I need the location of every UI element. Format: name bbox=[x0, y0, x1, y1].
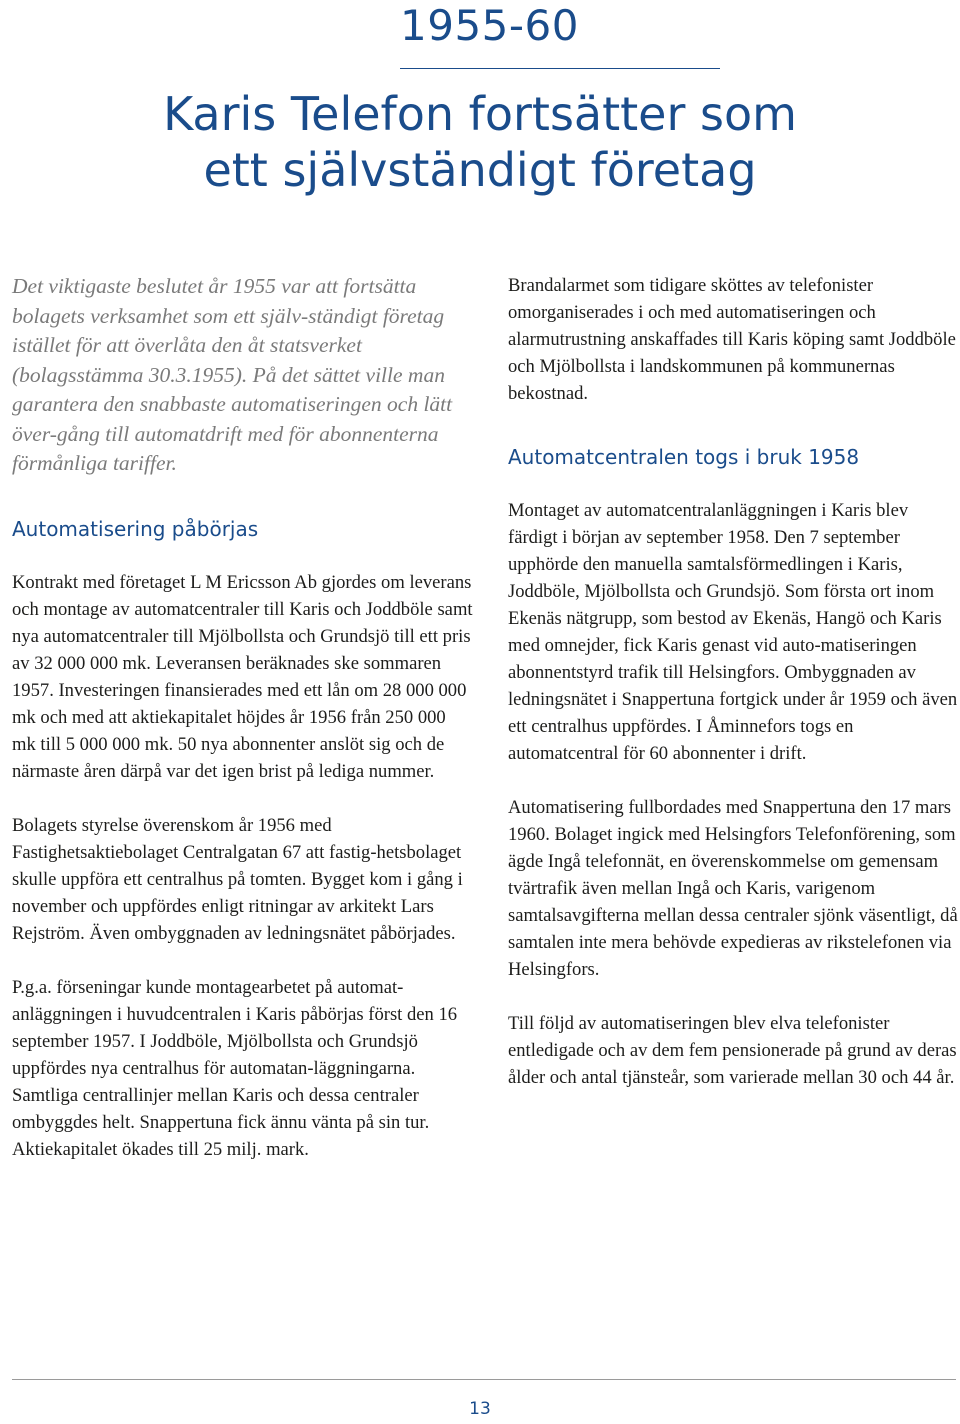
page-title-line-2: ett självständigt företag bbox=[203, 143, 757, 197]
body-paragraph: Montaget av automatcentralanläggningen i Karis blev färdigt i början av september 1958. Den 7 september upphörde den manuella samtalsförmedlingen i Karis, Joddböle, Mjölbollsta och Grundsjö. Som första ort inom Ekenäs nätgrupp, som bestod av Ekenäs, Hangö och Karis med omnejder, fick Karis genast vid auto-matiseringen abonnentstyrd trafik till Helsingfors. Ombyggnaden av ledningsnätet i Snappertuna fortgick under år 1959 och även ett centralhus uppfördes. I Åminnefors togs en automatcentral för 60 abonnenter i drift. bbox=[508, 500, 958, 764]
section-heading-automatcentralen: Automatcentralen togs i bruk 1958 bbox=[508, 445, 860, 469]
body-paragraph: Till följd av automatiseringen blev elva telefonister entledigade och av dem fem pensionerade på grund av deras ålder och antal tjänsteår, som varierade mellan 30 och 44 år. bbox=[508, 1013, 957, 1088]
page-title bbox=[0, 86, 960, 198]
body-paragraph: Kontrakt med företaget L M Ericsson Ab gjordes om leverans och montage av automatcentraler till Karis och Joddböle samt nya automatcentraler till Mjölbollsta och Grundsjö till ett pris av 32 000 000 mk. Leveransen beräknades ske sommaren 1957. Investeringen finansierades med ett lån om 28 000 000 mk och med att aktiekapitalet höjdes år 1956 från 250 000 mk till 5 000 000 mk. 50 nya abonnenter anslöt sig och de närmaste åren därpå var det igen brist på lediga nummer. bbox=[12, 571, 473, 782]
page-number: 13 bbox=[469, 1399, 491, 1419]
section-heading-automatisering: Automatisering påbörjas bbox=[12, 516, 259, 541]
period-divider bbox=[400, 68, 720, 69]
left-column bbox=[12, 272, 474, 1163]
body-paragraph: P.g.a. förseningar kunde montagearbetet på automat-anläggningen i huvudcentralen i Karis påbörjas först den 16 september 1957. I Joddböle, Mjölbollsta och Grundsjö uppfördes nya centralhus för automatan-läggningarna. Samtliga centrallinjer mellan Karis och dessa centraler ombyggdes helt. Snappertuna fick ännu vänta på sin tur. Aktiekapitalet ökades till 25 milj. mark. bbox=[12, 976, 458, 1160]
body-paragraph: Brandalarmet som tidigare sköttes av telefonister omorganiserades i och med automatiseringen och alarmutrustning anskaffades till Karis köping samt Joddböle och Mjölbollsta i landskommunen på kommunernas bekostnad. bbox=[508, 275, 956, 404]
intro-paragraph: Det viktigaste beslutet år 1955 var att fortsätta bolagets verksamhet som ett själv-ständigt företag istället för att överlåta den åt statsverket (bolagsstämma 30.3.1955). På det sättet ville man garantera den snabbaste automatiseringen och lätt över-gång till automatdrift med för abonnenterna förmånliga tariffer. bbox=[12, 274, 453, 475]
period-label: 1955-60 bbox=[400, 1, 579, 50]
page-title-line-1: Karis Telefon fortsätter som bbox=[163, 87, 797, 141]
body-paragraph: Automatisering fullbordades med Snappertuna den 17 mars 1960. Bolaget ingick med Helsingfors Telefonförening, som ägde Ingå telefonnät, en överenskommelse om gemensam tvärtrafik även mellan Ingå och Karis, varigenom samtalsavgifterna mellan dessa centraler sjönk väsentligt, då samtalen inte mera behövde expedieras av rikstelefonen via Helsingfors. bbox=[508, 797, 958, 980]
footer-divider bbox=[12, 1379, 956, 1380]
right-column bbox=[508, 272, 958, 1091]
body-paragraph: Bolagets styrelse överenskom år 1956 med Fastighetsaktiebolaget Centralgatan 67 att fastig-hetsbolaget skulle uppföra ett centralhus på tomten. Bygget kom i gång i november och uppfördes enligt ritningar av arkitekt Lars Rejström. Även ombyggnaden av ledningsnätet påbörjades. bbox=[12, 814, 463, 944]
